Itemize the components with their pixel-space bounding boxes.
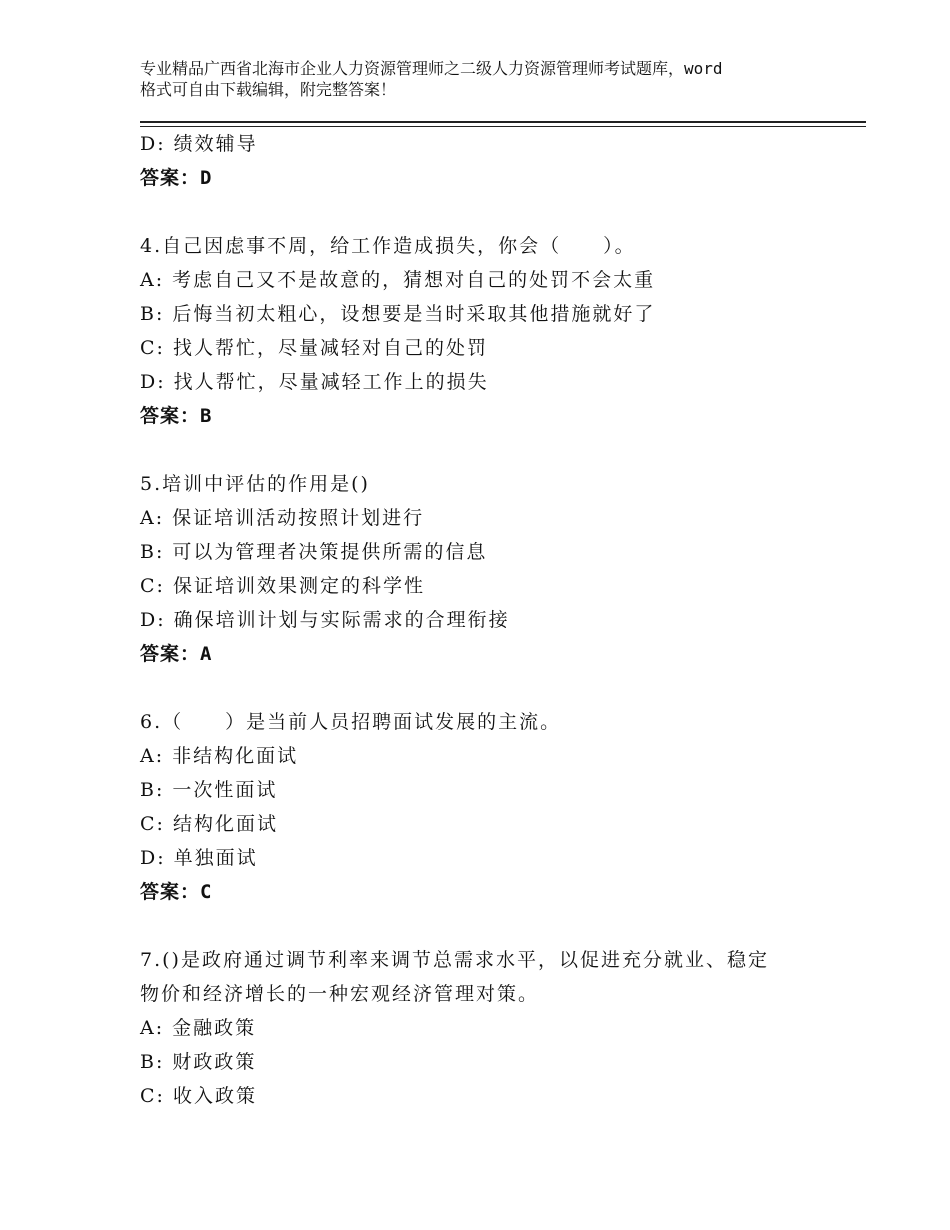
header-line-1: 专业精品广西省北海市企业人力资源管理师之二级人力资源管理师考试题库，word xyxy=(140,59,723,78)
answer-value: A xyxy=(200,643,213,665)
option-b: B: 一次性面试 xyxy=(140,779,278,801)
option-b: B: 可以为管理者决策提供所需的信息 xyxy=(140,541,488,563)
option-c: C: 找人帮忙，尽量减轻对自己的处罚 xyxy=(140,337,488,359)
spacer xyxy=(140,671,830,705)
question-7 xyxy=(140,943,830,1113)
option-d: D: 绩效辅导 xyxy=(140,133,258,155)
answer-label: 答案： xyxy=(140,881,201,903)
answer-label: 答案： xyxy=(140,167,201,189)
option-b: B: 财政政策 xyxy=(140,1051,257,1073)
option-d: D: 单独面试 xyxy=(140,847,258,869)
question-title: 5.培训中评估的作用是() xyxy=(140,473,370,495)
question-4 xyxy=(140,229,830,433)
spacer xyxy=(140,195,830,229)
question-3-continuation xyxy=(140,127,830,195)
option-a: A: 非结构化面试 xyxy=(140,745,299,767)
question-list xyxy=(140,127,830,1113)
header-line-2: 格式可自由下载编辑，附完整答案！ xyxy=(140,80,397,99)
option-a: A: 考虑自己又不是故意的，猜想对自己的处罚不会太重 xyxy=(140,269,656,291)
question-6 xyxy=(140,705,830,909)
option-a: A: 保证培训活动按照计划进行 xyxy=(140,507,425,529)
option-c: C: 结构化面试 xyxy=(140,813,278,835)
answer-line xyxy=(140,399,830,433)
question-title-line-1: 7.()是政府通过调节利率来调节总需求水平，以促进充分就业、稳定 xyxy=(140,949,769,971)
question-title: 4.自己因虑事不周，给工作造成损失，你会（ ）。 xyxy=(140,235,636,257)
option-a: A: 金融政策 xyxy=(140,1017,257,1039)
option-c: C: 保证培训效果测定的科学性 xyxy=(140,575,425,597)
answer-value: D xyxy=(200,167,213,189)
option-d: D: 找人帮忙，尽量减轻工作上的损失 xyxy=(140,371,489,393)
question-5 xyxy=(140,467,830,671)
document-header xyxy=(140,58,830,100)
answer-line xyxy=(140,161,830,195)
option-d: D: 确保培训计划与实际需求的合理衔接 xyxy=(140,609,510,631)
answer-line xyxy=(140,637,830,671)
question-title-line-2: 物价和经济增长的一种宏观经济管理对策。 xyxy=(140,983,540,1005)
option-b: B: 后悔当初太粗心，设想要是当时采取其他措施就好了 xyxy=(140,303,656,325)
answer-line xyxy=(140,875,830,909)
spacer xyxy=(140,433,830,467)
answer-label: 答案： xyxy=(140,405,201,427)
answer-value: C xyxy=(200,881,213,903)
answer-label: 答案： xyxy=(140,643,201,665)
header-rule xyxy=(140,121,866,123)
question-title: 6.（ ）是当前人员招聘面试发展的主流。 xyxy=(140,711,562,733)
spacer xyxy=(140,909,830,943)
answer-value: B xyxy=(200,405,213,427)
option-c: C: 收入政策 xyxy=(140,1085,257,1107)
